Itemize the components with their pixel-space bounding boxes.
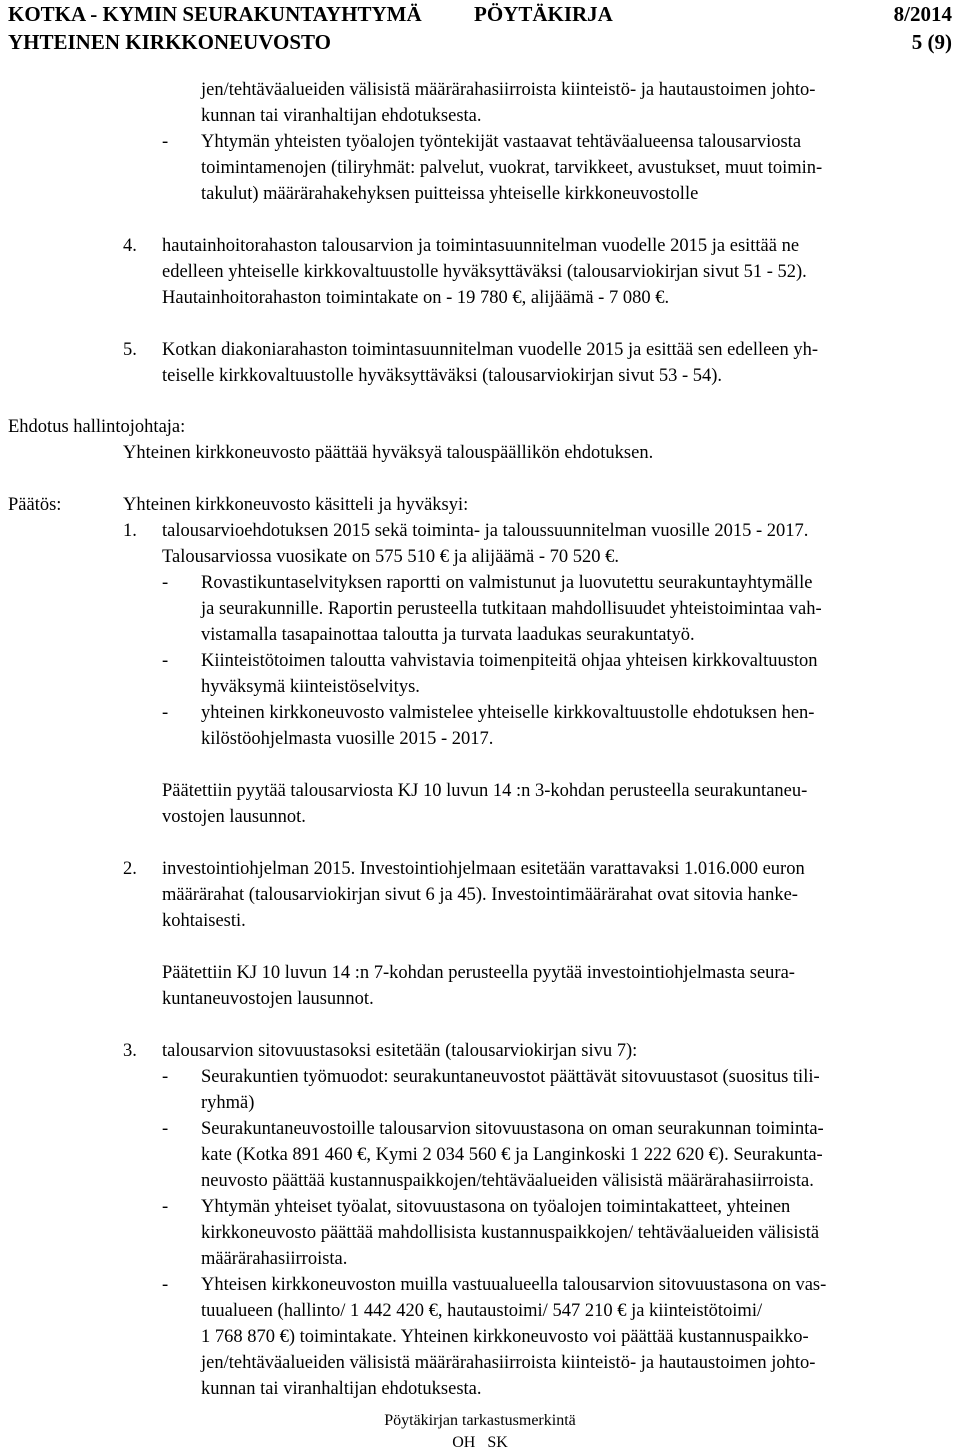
decision-label: Päätös: (8, 495, 62, 515)
bullet-dash: - (162, 703, 169, 723)
bullet-line: toimintamenojen (tiliryhmät: palvelut, vuokrat, tarvikkeet, avustukset, muut toimin- (201, 158, 823, 178)
bullet-line: kirkkoneuvosto päättää mahdollisista kustannuspaikkojen/ tehtäväalueiden välisistä (201, 1223, 820, 1243)
document-type: PÖYTÄKIRJA (474, 2, 613, 26)
bullet-line: Yhteisen kirkkoneuvoston muilla vastuualueella talousarvion sitovuustasona on vas- (201, 1275, 827, 1295)
item-number: 4. (123, 236, 137, 256)
item-number: 3. (123, 1041, 137, 1061)
bullet-dash: - (162, 573, 169, 593)
decision-intro: Yhteinen kirkkoneuvosto käsitteli ja hyväksyi: (123, 495, 469, 515)
bullet-dash: - (162, 1119, 169, 1139)
bullet-line: Seurakuntaneuvostoille talousarvion sitovuustasona on oman seurakunnan toiminta- (201, 1119, 824, 1139)
decision-paragraph: Päätettiin KJ 10 luvun 14 :n 7-kohdan perusteella pyytää investointiohjelmasta seura- (162, 963, 795, 983)
decision-paragraph: kuntaneuvostojen lausunnot. (162, 989, 374, 1009)
page-header (8, 0, 952, 56)
decision-line: investointiohjelman 2015. Investointiohjelmaan esitetään varattavaksi 1.016.000 euron (162, 859, 805, 879)
bullet-line: jen/tehtäväalueiden välisistä määrärahasiirroista kiinteistö- ja hautaustoimen johto- (201, 1353, 816, 1373)
item4-line: Hautainhoitorahaston toimintakate on - 19 780 €, alijäämä - 7 080 €. (162, 288, 670, 308)
bullet-line: 1 768 870 €) toimintakate. Yhteinen kirkkoneuvosto voi päättää kustannuspaikko- (201, 1327, 809, 1347)
intro-line: kunnan tai viranhaltijan ehdotuksesta. (201, 106, 482, 126)
bullet-dash: - (162, 1197, 169, 1217)
bullet-line: kunnan tai viranhaltijan ehdotuksesta. (201, 1379, 482, 1399)
item5-line: Kotkan diakoniarahaston toimintasuunnitelman vuodelle 2015 ja esittää sen edelleen yh- (162, 340, 819, 360)
decision-line: talousarvioehdotuksen 2015 sekä toiminta- ja taloussuunnitelman vuosille 2015 - 2017. (162, 521, 809, 541)
bullet-line: Kiinteistötoimen taloutta vahvistavia toimenpiteitä ohjaa yhteisen kirkkovaltuuston (201, 651, 818, 671)
bullet-line: hyväksymä kiinteistöselvitys. (201, 677, 420, 697)
bullet-line: vistamalla tasapainottaa taloutta ja turvata laadukas seurakuntatyö. (201, 625, 695, 645)
bullet-line: Rovastikuntaselvityksen raportti on valmistunut ja luovutettu seurakuntayhtymälle (201, 573, 813, 593)
bullet-line: ryhmä) (201, 1093, 255, 1113)
bullet-line: kilöstöohjelmasta vuosille 2015 - 2017. (201, 729, 494, 749)
bullet-line: Yhtymän yhteisten työalojen työntekijät vastaavat tehtäväalueensa talousarviosta (201, 132, 802, 152)
decision-line: kohtaisesti. (162, 911, 246, 931)
item-number: 5. (123, 340, 137, 360)
board-name: YHTEINEN KIRKKONEUVOSTO (8, 30, 332, 54)
item-number: 2. (123, 859, 137, 879)
decision-line: Talousarviossa vuosikate on 575 510 € ja alijäämä - 70 520 €. (162, 547, 619, 567)
footer-initials: OH SK (452, 1434, 508, 1451)
bullet-line: yhteinen kirkkoneuvosto valmistelee yhteiselle kirkkovaltuustolle ehdotuksen hen- (201, 703, 815, 723)
item4-line: hautainhoitorahaston talousarvion ja toimintasuunnitelman vuodelle 2015 ja esittää ne (162, 236, 800, 256)
bullet-line: Yhtymän yhteiset työalat, sitovuustasona on työalojen toimintakatteet, yhteinen (201, 1197, 791, 1217)
bullet-line: määrärahasiirroista. (201, 1249, 348, 1269)
bullet-line: Seurakuntien työmuodot: seurakuntaneuvostot päättävät sitovuustasot (suositus tili- (201, 1067, 820, 1087)
document-number: 8/2014 (893, 2, 952, 26)
decision-paragraph: vostojen lausunnot. (162, 807, 306, 827)
decision-paragraph: Päätettiin pyytää talousarviosta KJ 10 luvun 14 :n 3-kohdan perusteella seurakuntaneu- (162, 781, 808, 801)
bullet-line: tuualueen (hallinto/ 1 442 420 €, hautaustoimi/ 547 210 € ja kiinteistötoimi/ (201, 1301, 763, 1321)
bullet-line: kate (Kotka 891 460 €, Kymi 2 034 560 € ja Langinkoski 1 222 620 €). Seurakunta- (201, 1145, 823, 1165)
bullet-dash: - (162, 1275, 169, 1295)
page-number: 5 (9) (911, 30, 952, 54)
intro-line: jen/tehtäväalueiden välisistä määrärahasiirroista kiinteistö- ja hautaustoimen johto- (201, 80, 816, 100)
proposal-text: Yhteinen kirkkoneuvosto päättää hyväksyä talouspäällikön ehdotuksen. (123, 443, 654, 463)
bullet-dash: - (162, 1067, 169, 1087)
bullet-line: ja seurakunnille. Raportin perusteella tutkitaan mahdollisuudet yhteistoimintaa vah- (201, 599, 822, 619)
decision-line: talousarvion sitovuustasoksi esitetään (talousarviokirjan sivu 7): (162, 1041, 638, 1061)
item4-line: edelleen yhteiselle kirkkovaltuustolle hyväksyttäväksi (talousarviokirjan sivut 51 - 52). (162, 262, 807, 282)
bullet-line: takulut) määrärahakehyksen puitteissa yhteiselle kirkkoneuvostolle (201, 184, 699, 204)
footer-label: Pöytäkirjan tarkastusmerkintä (384, 1412, 576, 1429)
organization-name: KOTKA - KYMIN SEURAKUNTAYHTYMÄ (8, 2, 422, 26)
item5-line: teiselle kirkkovaltuustolle hyväksyttäväksi (talousarviokirjan sivut 53 - 54). (162, 366, 723, 386)
bullet-dash: - (162, 132, 169, 152)
item-number: 1. (123, 521, 137, 541)
bullet-dash: - (162, 651, 169, 671)
decision-line: määrärahat (talousarviokirjan sivut 6 ja 45). Investointimäärärahat ovat sitovia hanke- (162, 885, 798, 905)
bullet-line: neuvosto päättää kustannuspaikkojen/tehtäväalueiden välisistä määrärahasiirroista. (201, 1171, 814, 1191)
proposal-label: Ehdotus hallintojohtaja: (8, 417, 186, 437)
